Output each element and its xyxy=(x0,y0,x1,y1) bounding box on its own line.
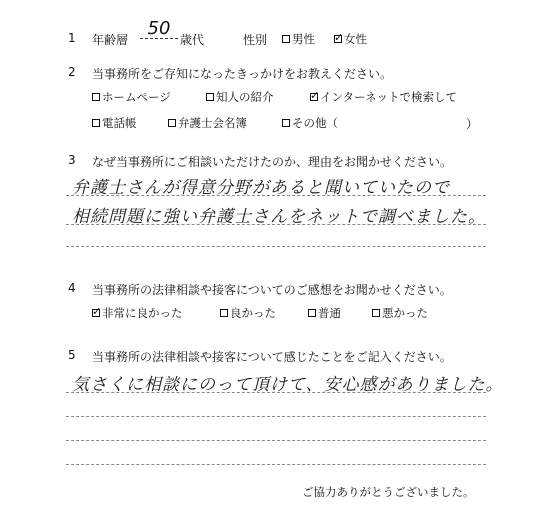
checkbox-female[interactable] xyxy=(334,35,342,43)
age-label: 年齢層 xyxy=(92,33,129,47)
q4-number: 4 xyxy=(68,281,76,295)
q5-answer-rule-2 xyxy=(66,416,486,417)
q3-question: なぜ当事務所にご相談いただけたのか、理由をお聞かせください。 xyxy=(92,155,453,169)
checkbox-male[interactable] xyxy=(282,35,290,43)
option-good[interactable]: 良かった xyxy=(220,305,276,321)
q3-number: 3 xyxy=(68,153,76,167)
option-average[interactable]: 普通 xyxy=(308,305,341,321)
option-very-good[interactable]: ✓ 非常に良かった xyxy=(92,305,183,321)
q3-answer-rule-1 xyxy=(66,195,486,196)
q5-answer-line-1: 気さくに相談にのって頂けて、安心感がありました。 xyxy=(72,375,504,395)
gender-label: 性別 xyxy=(243,33,268,47)
option-bad[interactable]: 悪かった xyxy=(372,305,428,321)
option-male[interactable]: 男性 xyxy=(282,31,315,47)
other-close-paren: ） xyxy=(466,117,479,131)
checkbox-bad[interactable] xyxy=(372,309,380,317)
q5-question: 当事務所の法律相談や接客について感じたことをご記入ください。 xyxy=(92,350,452,364)
q2-question: 当事務所をご存知になったきっかけをお教えください。 xyxy=(92,67,393,81)
checkbox-average[interactable] xyxy=(308,309,316,317)
option-other[interactable]: その他（ xyxy=(282,115,338,131)
checkbox-referral[interactable] xyxy=(206,93,214,101)
checkbox-internet[interactable] xyxy=(310,93,318,101)
q5-answer-rule-1 xyxy=(66,392,486,393)
q2-number: 2 xyxy=(68,65,76,79)
checkbox-other[interactable] xyxy=(282,119,290,127)
q3-answer-line-2: 相続問題に強い弁護士さんをネットで調べました。 xyxy=(72,207,486,227)
q3-answer-line-1: 弁護士さんが得意分野があると聞いていたので xyxy=(72,178,450,198)
option-referral[interactable]: 知人の紹介 xyxy=(206,89,274,105)
option-homepage[interactable]: ホームページ xyxy=(92,89,171,105)
option-female[interactable]: ✓ 女性 xyxy=(334,31,367,47)
option-phonebook[interactable]: 電話帳 xyxy=(92,115,137,131)
q5-answer-rule-4 xyxy=(66,464,486,465)
option-bar-directory[interactable]: 弁護士会名簿 xyxy=(168,115,247,131)
checkbox-bar-directory[interactable] xyxy=(168,119,176,127)
q5-answer-rule-3 xyxy=(66,440,486,441)
option-internet[interactable]: ✓ インターネットで検索して xyxy=(310,89,457,105)
footer-thanks: ご協力ありがとうございました。 xyxy=(302,485,475,499)
q1-number: 1 xyxy=(68,31,76,45)
checkbox-good[interactable] xyxy=(220,309,228,317)
checkbox-phonebook[interactable] xyxy=(92,119,100,127)
q4-question: 当事務所の法律相談や接客についてのご感想をお聞かせください。 xyxy=(92,283,452,297)
age-value[interactable]: 50 xyxy=(140,20,178,39)
q5-number: 5 xyxy=(68,348,76,362)
age-suffix: 歳代 xyxy=(180,33,205,47)
checkbox-very-good[interactable] xyxy=(92,309,100,317)
checkbox-homepage[interactable] xyxy=(92,93,100,101)
q3-answer-rule-2 xyxy=(66,224,486,225)
q3-answer-rule-3 xyxy=(66,246,486,247)
